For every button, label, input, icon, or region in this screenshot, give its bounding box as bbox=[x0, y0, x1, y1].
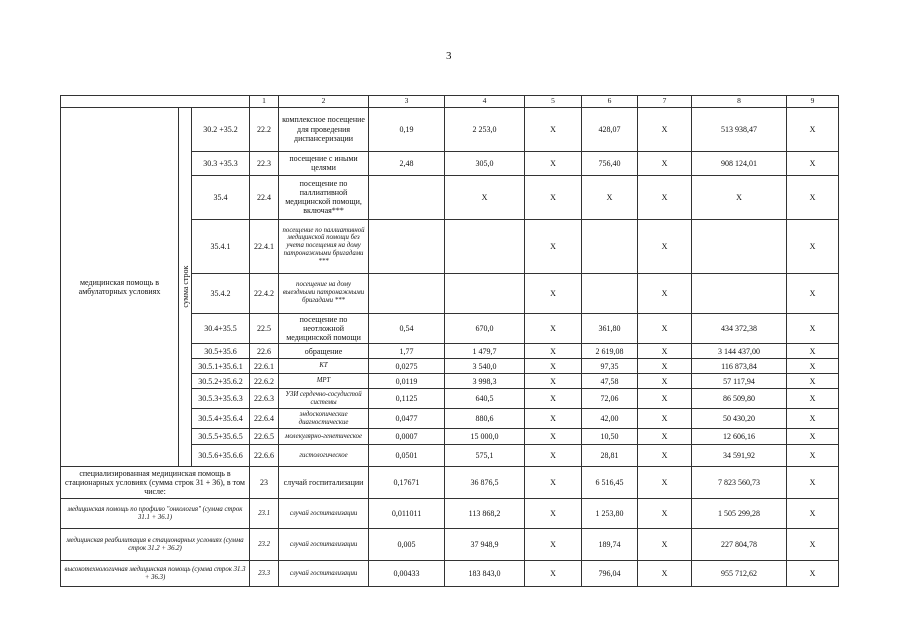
cell-c7: X bbox=[638, 313, 692, 344]
cell-c6: 1 253,80 bbox=[582, 499, 638, 529]
row-number: 22.4.1 bbox=[250, 219, 279, 273]
cell-c3: 0,0119 bbox=[369, 374, 445, 389]
cell-c3: 0,54 bbox=[369, 313, 445, 344]
cell-c7: X bbox=[638, 175, 692, 219]
header-cell-1: 1 bbox=[250, 96, 279, 108]
cell-c5: X bbox=[525, 359, 582, 374]
cell-c3 bbox=[369, 175, 445, 219]
group-label: медицинская помощь в амбулаторных условиях bbox=[61, 107, 179, 467]
row-name: эндоскопические диагностические bbox=[279, 409, 369, 429]
cell-c9: X bbox=[787, 344, 839, 359]
cell-c6: 189,74 bbox=[582, 529, 638, 561]
row-code: 30.5.5+35.6.5 bbox=[192, 429, 250, 445]
cell-c3: 2,48 bbox=[369, 151, 445, 175]
cell-c4: 113 868,2 bbox=[445, 499, 525, 529]
cell-c4: 36 876,5 bbox=[445, 467, 525, 499]
cell-c7: X bbox=[638, 273, 692, 313]
cell-c3: 0,0501 bbox=[369, 445, 445, 467]
row-name: УЗИ сердечно-сосудистой системы bbox=[279, 389, 369, 409]
cell-c7: X bbox=[638, 219, 692, 273]
cell-c3: 1,77 bbox=[369, 344, 445, 359]
cell-c5: X bbox=[525, 389, 582, 409]
cell-c3 bbox=[369, 219, 445, 273]
row-number: 22.4.2 bbox=[250, 273, 279, 313]
header-cell-9: 9 bbox=[787, 96, 839, 108]
cell-c6: 428,07 bbox=[582, 107, 638, 151]
row-label: медицинская реабилитация в стационарных условиях (сумма строк 31.2 + 36.2) bbox=[61, 529, 250, 561]
row-name: гистологическое bbox=[279, 445, 369, 467]
cell-c5: X bbox=[525, 499, 582, 529]
cell-c5: X bbox=[525, 175, 582, 219]
cell-c5: X bbox=[525, 374, 582, 389]
row-label: высокотехнологичная медицинская помощь (сумма строк 31.3 + 36.3) bbox=[61, 561, 250, 587]
cell-c7: X bbox=[638, 344, 692, 359]
cell-c8 bbox=[692, 219, 787, 273]
cell-c8: 227 804,78 bbox=[692, 529, 787, 561]
table-row bbox=[61, 529, 839, 561]
cell-c3: 0,0007 bbox=[369, 429, 445, 445]
cell-c8: 86 509,80 bbox=[692, 389, 787, 409]
row-name: случай госпитализации bbox=[279, 499, 369, 529]
cell-c5: X bbox=[525, 561, 582, 587]
cell-c9: X bbox=[787, 219, 839, 273]
row-code: 30.5.2+35.6.2 bbox=[192, 374, 250, 389]
cell-c8: 908 124,01 bbox=[692, 151, 787, 175]
cell-c6: 756,40 bbox=[582, 151, 638, 175]
cell-c8: 50 430,20 bbox=[692, 409, 787, 429]
cell-c3: 0,0477 bbox=[369, 409, 445, 429]
cell-c6: 47,58 bbox=[582, 374, 638, 389]
header-cell-3: 3 bbox=[369, 96, 445, 108]
cell-c5: X bbox=[525, 273, 582, 313]
cell-c3: 0,1125 bbox=[369, 389, 445, 409]
cell-c9: X bbox=[787, 273, 839, 313]
header-cell-5: 5 bbox=[525, 96, 582, 108]
row-number: 22.4 bbox=[250, 175, 279, 219]
cell-c8: 57 117,94 bbox=[692, 374, 787, 389]
cell-c5: X bbox=[525, 344, 582, 359]
cell-c6: 28,81 bbox=[582, 445, 638, 467]
row-code: 35.4 bbox=[192, 175, 250, 219]
cell-c9: X bbox=[787, 359, 839, 374]
cell-c4: 640,5 bbox=[445, 389, 525, 409]
cell-c5: X bbox=[525, 429, 582, 445]
cell-c5: X bbox=[525, 107, 582, 151]
cell-c9: X bbox=[787, 429, 839, 445]
row-name: комплексное посещение для проведения диспансеризации bbox=[279, 107, 369, 151]
cell-c7: X bbox=[638, 445, 692, 467]
row-number: 22.6.6 bbox=[250, 445, 279, 467]
cell-c3 bbox=[369, 273, 445, 313]
cell-c5: X bbox=[525, 151, 582, 175]
cell-c6 bbox=[582, 219, 638, 273]
cell-c3: 0,00433 bbox=[369, 561, 445, 587]
row-label: медицинская помощь по профилю "онкология" (сумма строк 31.1 + 36.1) bbox=[61, 499, 250, 529]
cell-c8: 12 606,16 bbox=[692, 429, 787, 445]
cell-c6: X bbox=[582, 175, 638, 219]
cell-c4 bbox=[445, 273, 525, 313]
row-code: 30.5.6+35.6.6 bbox=[192, 445, 250, 467]
header-cell-6: 6 bbox=[582, 96, 638, 108]
cell-c8: 7 823 560,73 bbox=[692, 467, 787, 499]
cell-c8: 434 372,38 bbox=[692, 313, 787, 344]
table-row bbox=[61, 499, 839, 529]
row-name: молекулярно-генетическое bbox=[279, 429, 369, 445]
cell-c8: 955 712,62 bbox=[692, 561, 787, 587]
header-cell-8: 8 bbox=[692, 96, 787, 108]
row-number: 23.2 bbox=[250, 529, 279, 561]
cell-c7: X bbox=[638, 151, 692, 175]
cell-c9: X bbox=[787, 529, 839, 561]
cell-c9: X bbox=[787, 175, 839, 219]
cell-c8: 1 505 299,28 bbox=[692, 499, 787, 529]
cell-c9: X bbox=[787, 107, 839, 151]
cell-c6 bbox=[582, 273, 638, 313]
row-name: посещение на дому выездными патронажными бригадами *** bbox=[279, 273, 369, 313]
cell-c4: 880,6 bbox=[445, 409, 525, 429]
row-code: 30.5.4+35.6.4 bbox=[192, 409, 250, 429]
cell-c8: 34 591,92 bbox=[692, 445, 787, 467]
cell-c4 bbox=[445, 219, 525, 273]
row-name: посещение по паллиативной медицинской помощи без учета посещения на дому патронажными бригадами *** bbox=[279, 219, 369, 273]
cell-c9: X bbox=[787, 409, 839, 429]
table-body bbox=[61, 96, 839, 587]
row-code: 35.4.1 bbox=[192, 219, 250, 273]
cell-c8: X bbox=[692, 175, 787, 219]
cell-c5: X bbox=[525, 445, 582, 467]
cell-c4: 3 998,3 bbox=[445, 374, 525, 389]
row-number: 23.3 bbox=[250, 561, 279, 587]
row-code: 35.4.2 bbox=[192, 273, 250, 313]
cell-c7: X bbox=[638, 429, 692, 445]
cell-c3: 0,17671 bbox=[369, 467, 445, 499]
cell-c6: 10,50 bbox=[582, 429, 638, 445]
header-cell-blank bbox=[61, 96, 250, 108]
cell-c7: X bbox=[638, 467, 692, 499]
row-number: 22.6.5 bbox=[250, 429, 279, 445]
row-name: обращение bbox=[279, 344, 369, 359]
row-number: 22.6.1 bbox=[250, 359, 279, 374]
cell-c9: X bbox=[787, 151, 839, 175]
cell-c6: 97,35 bbox=[582, 359, 638, 374]
cell-c6: 72,06 bbox=[582, 389, 638, 409]
cell-c4: X bbox=[445, 175, 525, 219]
table-row bbox=[61, 107, 839, 151]
row-code: 30.3 +35.3 bbox=[192, 151, 250, 175]
row-number: 22.6.3 bbox=[250, 389, 279, 409]
cell-c9: X bbox=[787, 561, 839, 587]
row-label: специализированная медицинская помощь в стационарных условиях (сумма строк 31 + 36), в том числе: bbox=[61, 467, 250, 499]
cell-c4: 1 479,7 bbox=[445, 344, 525, 359]
cell-c3: 0,005 bbox=[369, 529, 445, 561]
cell-c9: X bbox=[787, 374, 839, 389]
cell-c7: X bbox=[638, 374, 692, 389]
cell-c7: X bbox=[638, 389, 692, 409]
row-number: 22.6 bbox=[250, 344, 279, 359]
cell-c6: 6 516,45 bbox=[582, 467, 638, 499]
row-code: 30.2 +35.2 bbox=[192, 107, 250, 151]
cell-c6: 2 619,08 bbox=[582, 344, 638, 359]
row-name: МРТ bbox=[279, 374, 369, 389]
cell-c4: 670,0 bbox=[445, 313, 525, 344]
row-number: 22.5 bbox=[250, 313, 279, 344]
cell-c6: 361,80 bbox=[582, 313, 638, 344]
vertical-sum-label: сумма строк bbox=[179, 107, 192, 467]
cell-c5: X bbox=[525, 529, 582, 561]
row-name: случай госпитализации bbox=[279, 529, 369, 561]
header-row bbox=[61, 96, 839, 108]
row-number: 22.2 bbox=[250, 107, 279, 151]
cell-c8: 3 144 437,00 bbox=[692, 344, 787, 359]
row-name: посещение по неотложной медицинской помощи bbox=[279, 313, 369, 344]
cell-c9: X bbox=[787, 499, 839, 529]
header-cell-2: 2 bbox=[279, 96, 369, 108]
cell-c7: X bbox=[638, 499, 692, 529]
cell-c4: 3 540,0 bbox=[445, 359, 525, 374]
row-number: 22.6.2 bbox=[250, 374, 279, 389]
row-name: посещение с иными целями bbox=[279, 151, 369, 175]
cell-c4: 305,0 bbox=[445, 151, 525, 175]
row-code: 30.5.3+35.6.3 bbox=[192, 389, 250, 409]
row-number: 23.1 bbox=[250, 499, 279, 529]
cell-c3: 0,19 bbox=[369, 107, 445, 151]
cell-c5: X bbox=[525, 313, 582, 344]
cell-c5: X bbox=[525, 409, 582, 429]
row-code: 30.5+35.6 bbox=[192, 344, 250, 359]
cell-c9: X bbox=[787, 467, 839, 499]
header-cell-4: 4 bbox=[445, 96, 525, 108]
cell-c8: 513 938,47 bbox=[692, 107, 787, 151]
cell-c5: X bbox=[525, 467, 582, 499]
row-name: КТ bbox=[279, 359, 369, 374]
header-cell-7: 7 bbox=[638, 96, 692, 108]
cell-c9: X bbox=[787, 389, 839, 409]
row-number: 23 bbox=[250, 467, 279, 499]
table-row bbox=[61, 561, 839, 587]
cell-c9: X bbox=[787, 445, 839, 467]
cell-c3: 0,0275 bbox=[369, 359, 445, 374]
row-name: случай госпитализации bbox=[279, 561, 369, 587]
cell-c4: 2 253,0 bbox=[445, 107, 525, 151]
row-code: 30.4+35.5 bbox=[192, 313, 250, 344]
cell-c4: 183 843,0 bbox=[445, 561, 525, 587]
cell-c7: X bbox=[638, 561, 692, 587]
cell-c8 bbox=[692, 273, 787, 313]
row-name: посещение по паллиативной медицинской помощи, включая*** bbox=[279, 175, 369, 219]
table-row bbox=[61, 467, 839, 499]
row-code: 30.5.1+35.6.1 bbox=[192, 359, 250, 374]
cell-c7: X bbox=[638, 409, 692, 429]
cell-c3: 0,011011 bbox=[369, 499, 445, 529]
row-number: 22.3 bbox=[250, 151, 279, 175]
cell-c4: 575,1 bbox=[445, 445, 525, 467]
tariff-table bbox=[60, 95, 839, 587]
cell-c9: X bbox=[787, 313, 839, 344]
cell-c6: 796,04 bbox=[582, 561, 638, 587]
cell-c4: 37 948,9 bbox=[445, 529, 525, 561]
row-number: 22.6.4 bbox=[250, 409, 279, 429]
cell-c7: X bbox=[638, 529, 692, 561]
cell-c6: 42,00 bbox=[582, 409, 638, 429]
page-number: 3 bbox=[446, 50, 452, 62]
cell-c8: 116 873,84 bbox=[692, 359, 787, 374]
row-name: случай госпитализации bbox=[279, 467, 369, 499]
cell-c7: X bbox=[638, 107, 692, 151]
cell-c5: X bbox=[525, 219, 582, 273]
cell-c7: X bbox=[638, 359, 692, 374]
cell-c4: 15 000,0 bbox=[445, 429, 525, 445]
